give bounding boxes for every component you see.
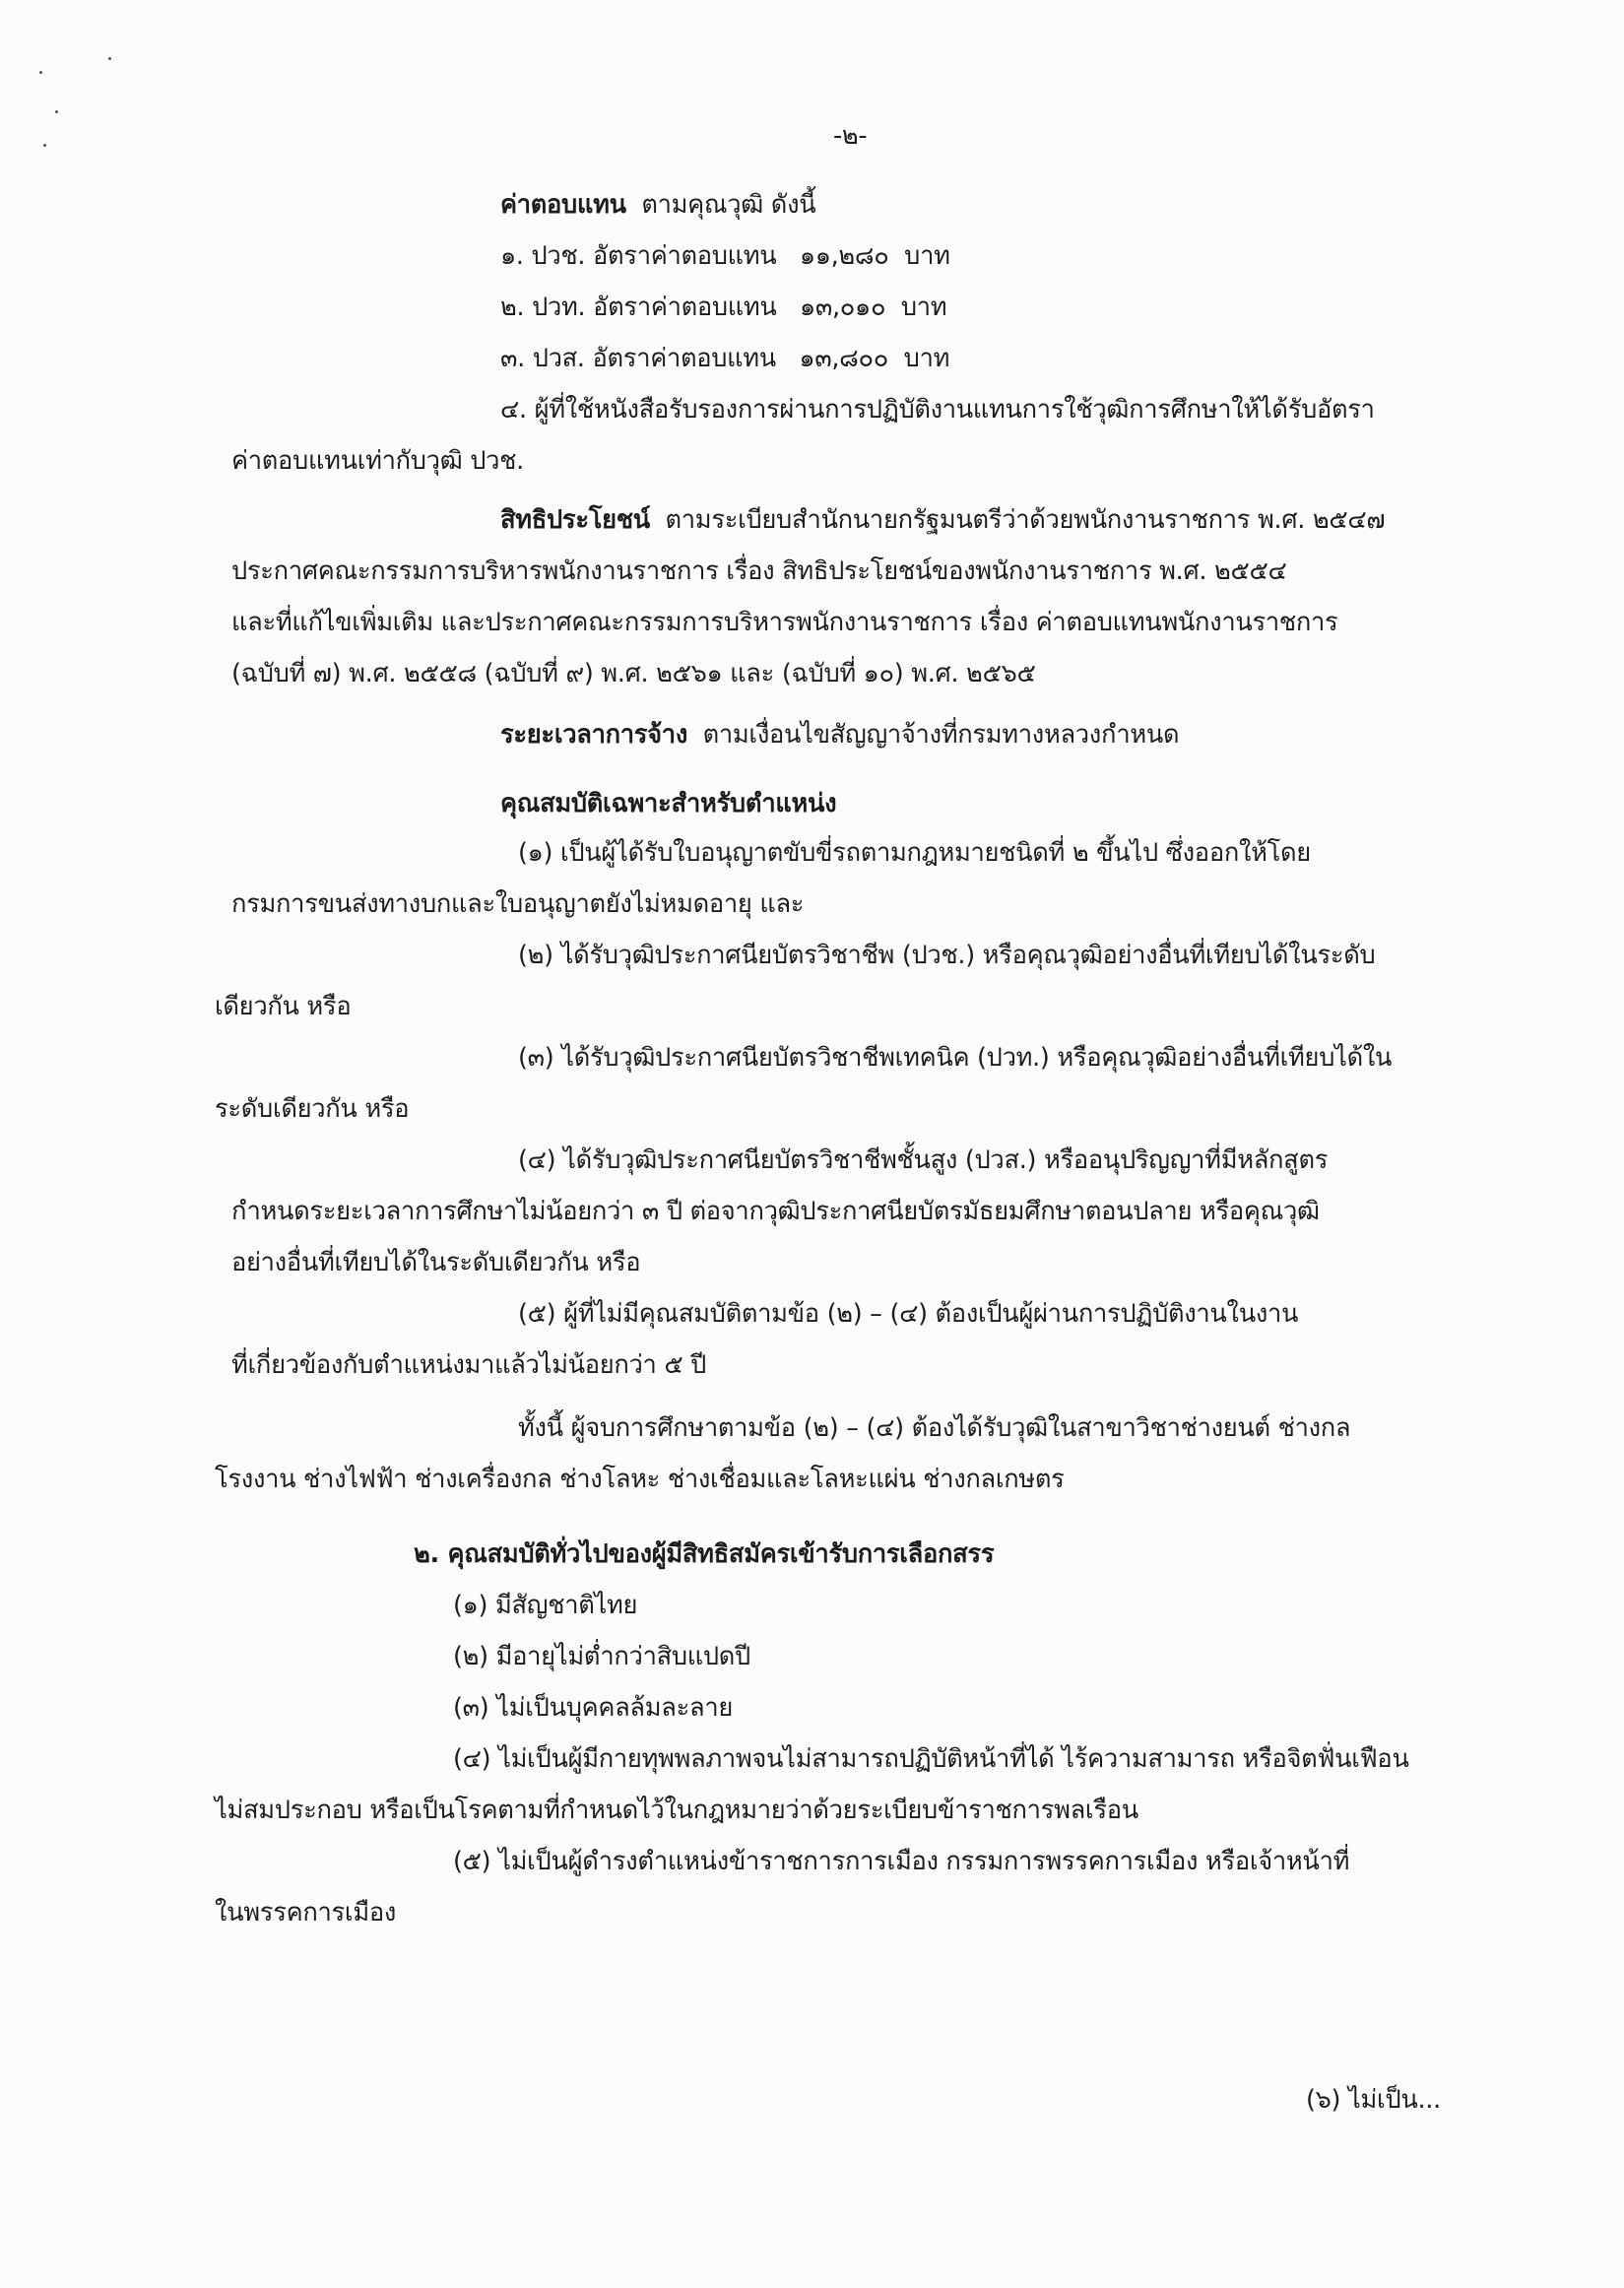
specific-q4-line-3: อย่างอื่นที่เทียบได้ในระดับเดียวกัน หรือ <box>231 1248 641 1277</box>
general-q1: (๑) มีสัญชาติไทย <box>453 1591 638 1620</box>
compensation-heading: ค่าตอบแทน <box>500 190 626 220</box>
benefits-line-1-text: ตามระเบียบสำนักนายกรัฐมนตรีว่าด้วยพนักงานราชการ พ.ศ. ๒๕๔๗ <box>665 505 1386 535</box>
general-q5-line-2: ในพรรคการเมือง <box>215 1898 396 1928</box>
specific-q2-line-2: เดียวกัน หรือ <box>215 992 352 1021</box>
specific-q2-line-1: (๒) ได้รับวุฒิประกาศนียบัตรวิชาชีพ (ปวช.) หรือคุณวุฒิอย่างอื่นที่เทียบได้ในระดับ <box>518 941 1376 970</box>
benefits-line-2: ประกาศคณะกรรมการบริหารพนักงานราชการ เรื่อง สิทธิประโยชน์ของพนักงานราชการ พ.ศ. ๒๕๕๔ <box>231 556 1287 586</box>
employment-period-heading: ระยะเวลาการจ้าง <box>500 720 687 750</box>
specific-note-line-2: โรงงาน ช่างไฟฟ้า ช่างเครื่องกล ช่างโลหะ ช่างเชื่อมและโลหะแผ่น ช่างกลเกษตร <box>215 1465 1065 1494</box>
scan-speck <box>43 144 46 147</box>
scan-speck <box>55 110 58 113</box>
specific-q4-line-2: กำหนดระยะเวลาการศึกษาไม่น้อยกว่า ๓ ปี ต่อจากวุฒิประกาศนียบัตรมัธยมศึกษาตอนปลาย หรือคุณวุฒิ <box>231 1197 1320 1226</box>
scan-speck <box>108 57 111 60</box>
employment-period-line <box>500 715 1179 754</box>
general-q5-line-1: (๕) ไม่เป็นผู้ดำรงตำแหน่งข้าราชการการเมือง กรรมการพรรคการเมือง หรือเจ้าหน้าที่ <box>453 1847 1350 1876</box>
continuation-marker: (๖) ไม่เป็น... <box>1306 2085 1441 2115</box>
compensation-item-1: ๑. ปวช. อัตราค่าตอบแทน ๑๑,๒๘๐ บาท <box>500 241 950 271</box>
general-q3: (๓) ไม่เป็นบุคคลล้มละลาย <box>453 1693 733 1723</box>
compensation-heading-line <box>500 185 815 225</box>
employment-period-text: ตามเงื่อนไขสัญญาจ้างที่กรมทางหลวงกำหนด <box>702 720 1180 750</box>
page-number: -๒- <box>833 121 868 151</box>
specific-q3-line-2: ระดับเดียวกัน หรือ <box>215 1094 410 1124</box>
specific-q5-line-2: ที่เกี่ยวข้องกับตำแหน่งมาแล้วไม่น้อยกว่า ๕ ปี <box>231 1350 707 1380</box>
general-qualifications-heading: ๒. คุณสมบัติทั่วไปของผู้มีสิทธิสมัครเข้ารับการเลือกสรร <box>414 1539 995 1569</box>
specific-q3-line-1: (๓) ได้รับวุฒิประกาศนียบัตรวิชาชีพเทคนิค (ปวท.) หรือคุณวุฒิอย่างอื่นที่เทียบได้ใน <box>518 1043 1393 1073</box>
specific-note-line-1: ทั้งนี้ ผู้จบการศึกษาตามข้อ (๒) – (๔) ต้องได้รับวุฒิในสาขาวิชาช่างยนต์ ช่างกล <box>518 1413 1351 1443</box>
benefits-line-4: (ฉบับที่ ๗) พ.ศ. ๒๕๕๘ (ฉบับที่ ๙) พ.ศ. ๒๕๖๑ และ (ฉบับที่ ๑๐) พ.ศ. ๒๕๖๕ <box>231 659 1036 688</box>
compensation-heading-rest: ตามคุณวุฒิ ดังนี้ <box>641 190 816 220</box>
scan-speck <box>39 71 42 74</box>
benefits-heading: สิทธิประโยชน์ <box>500 505 650 535</box>
specific-q4-line-1: (๔) ได้รับวุฒิประกาศนียบัตรวิชาชีพชั้นสูง (ปวส.) หรืออนุปริญญาที่มีหลักสูตร <box>518 1145 1329 1175</box>
specific-qualifications-heading: คุณสมบัติเฉพาะสำหรับตำแหน่ง <box>500 789 837 818</box>
compensation-item-4-line-1: ๔. ผู้ที่ใช้หนังสือรับรองการผ่านการปฏิบัติงานแทนการใช้วุฒิการศึกษาให้ได้รับอัตรา <box>500 395 1375 425</box>
specific-q1-line-2: กรมการขนส่งทางบกและใบอนุญาตยังไม่หมดอายุ และ <box>231 889 805 919</box>
compensation-item-4-line-2: ค่าตอบแทนเท่ากับวุฒิ ปวช. <box>231 446 524 476</box>
general-q2: (๒) มีอายุไม่ต่ำกว่าสิบแปดปี <box>453 1642 750 1671</box>
compensation-item-2: ๒. ปวท. อัตราค่าตอบแทน ๑๓,๐๑๐ บาท <box>500 293 947 322</box>
specific-q5-line-1: (๕) ผู้ที่ไม่มีคุณสมบัติตามข้อ (๒) – (๔) ต้องเป็นผู้ผ่านการปฏิบัติงานในงาน <box>518 1299 1299 1329</box>
general-q4-line-2: ไม่สมประกอบ หรือเป็นโรคตามที่กำหนดไว้ในกฎหมายว่าด้วยระเบียบข้าราชการพลเรือน <box>215 1796 1138 1825</box>
general-q4-line-1: (๔) ไม่เป็นผู้มีกายทุพพลภาพจนไม่สามารถปฏิบัติหน้าที่ได้ ไร้ความสามารถ หรือจิตฟั่นเฟือน <box>453 1744 1409 1774</box>
compensation-item-3: ๓. ปวส. อัตราค่าตอบแทน ๑๓,๘๐๐ บาท <box>500 344 950 373</box>
specific-q1-line-1: (๑) เป็นผู้ได้รับใบอนุญาตขับขี่รถตามกฎหมายชนิดที่ ๒ ขึ้นไป ซึ่งออกให้โดย <box>518 838 1311 868</box>
benefits-line-3: และที่แก้ไขเพิ่มเติม และประกาศคณะกรรมการบริหารพนักงานราชการ เรื่อง ค่าตอบแทนพนักงานราชการ <box>231 608 1338 637</box>
benefits-line-1 <box>500 500 1385 540</box>
